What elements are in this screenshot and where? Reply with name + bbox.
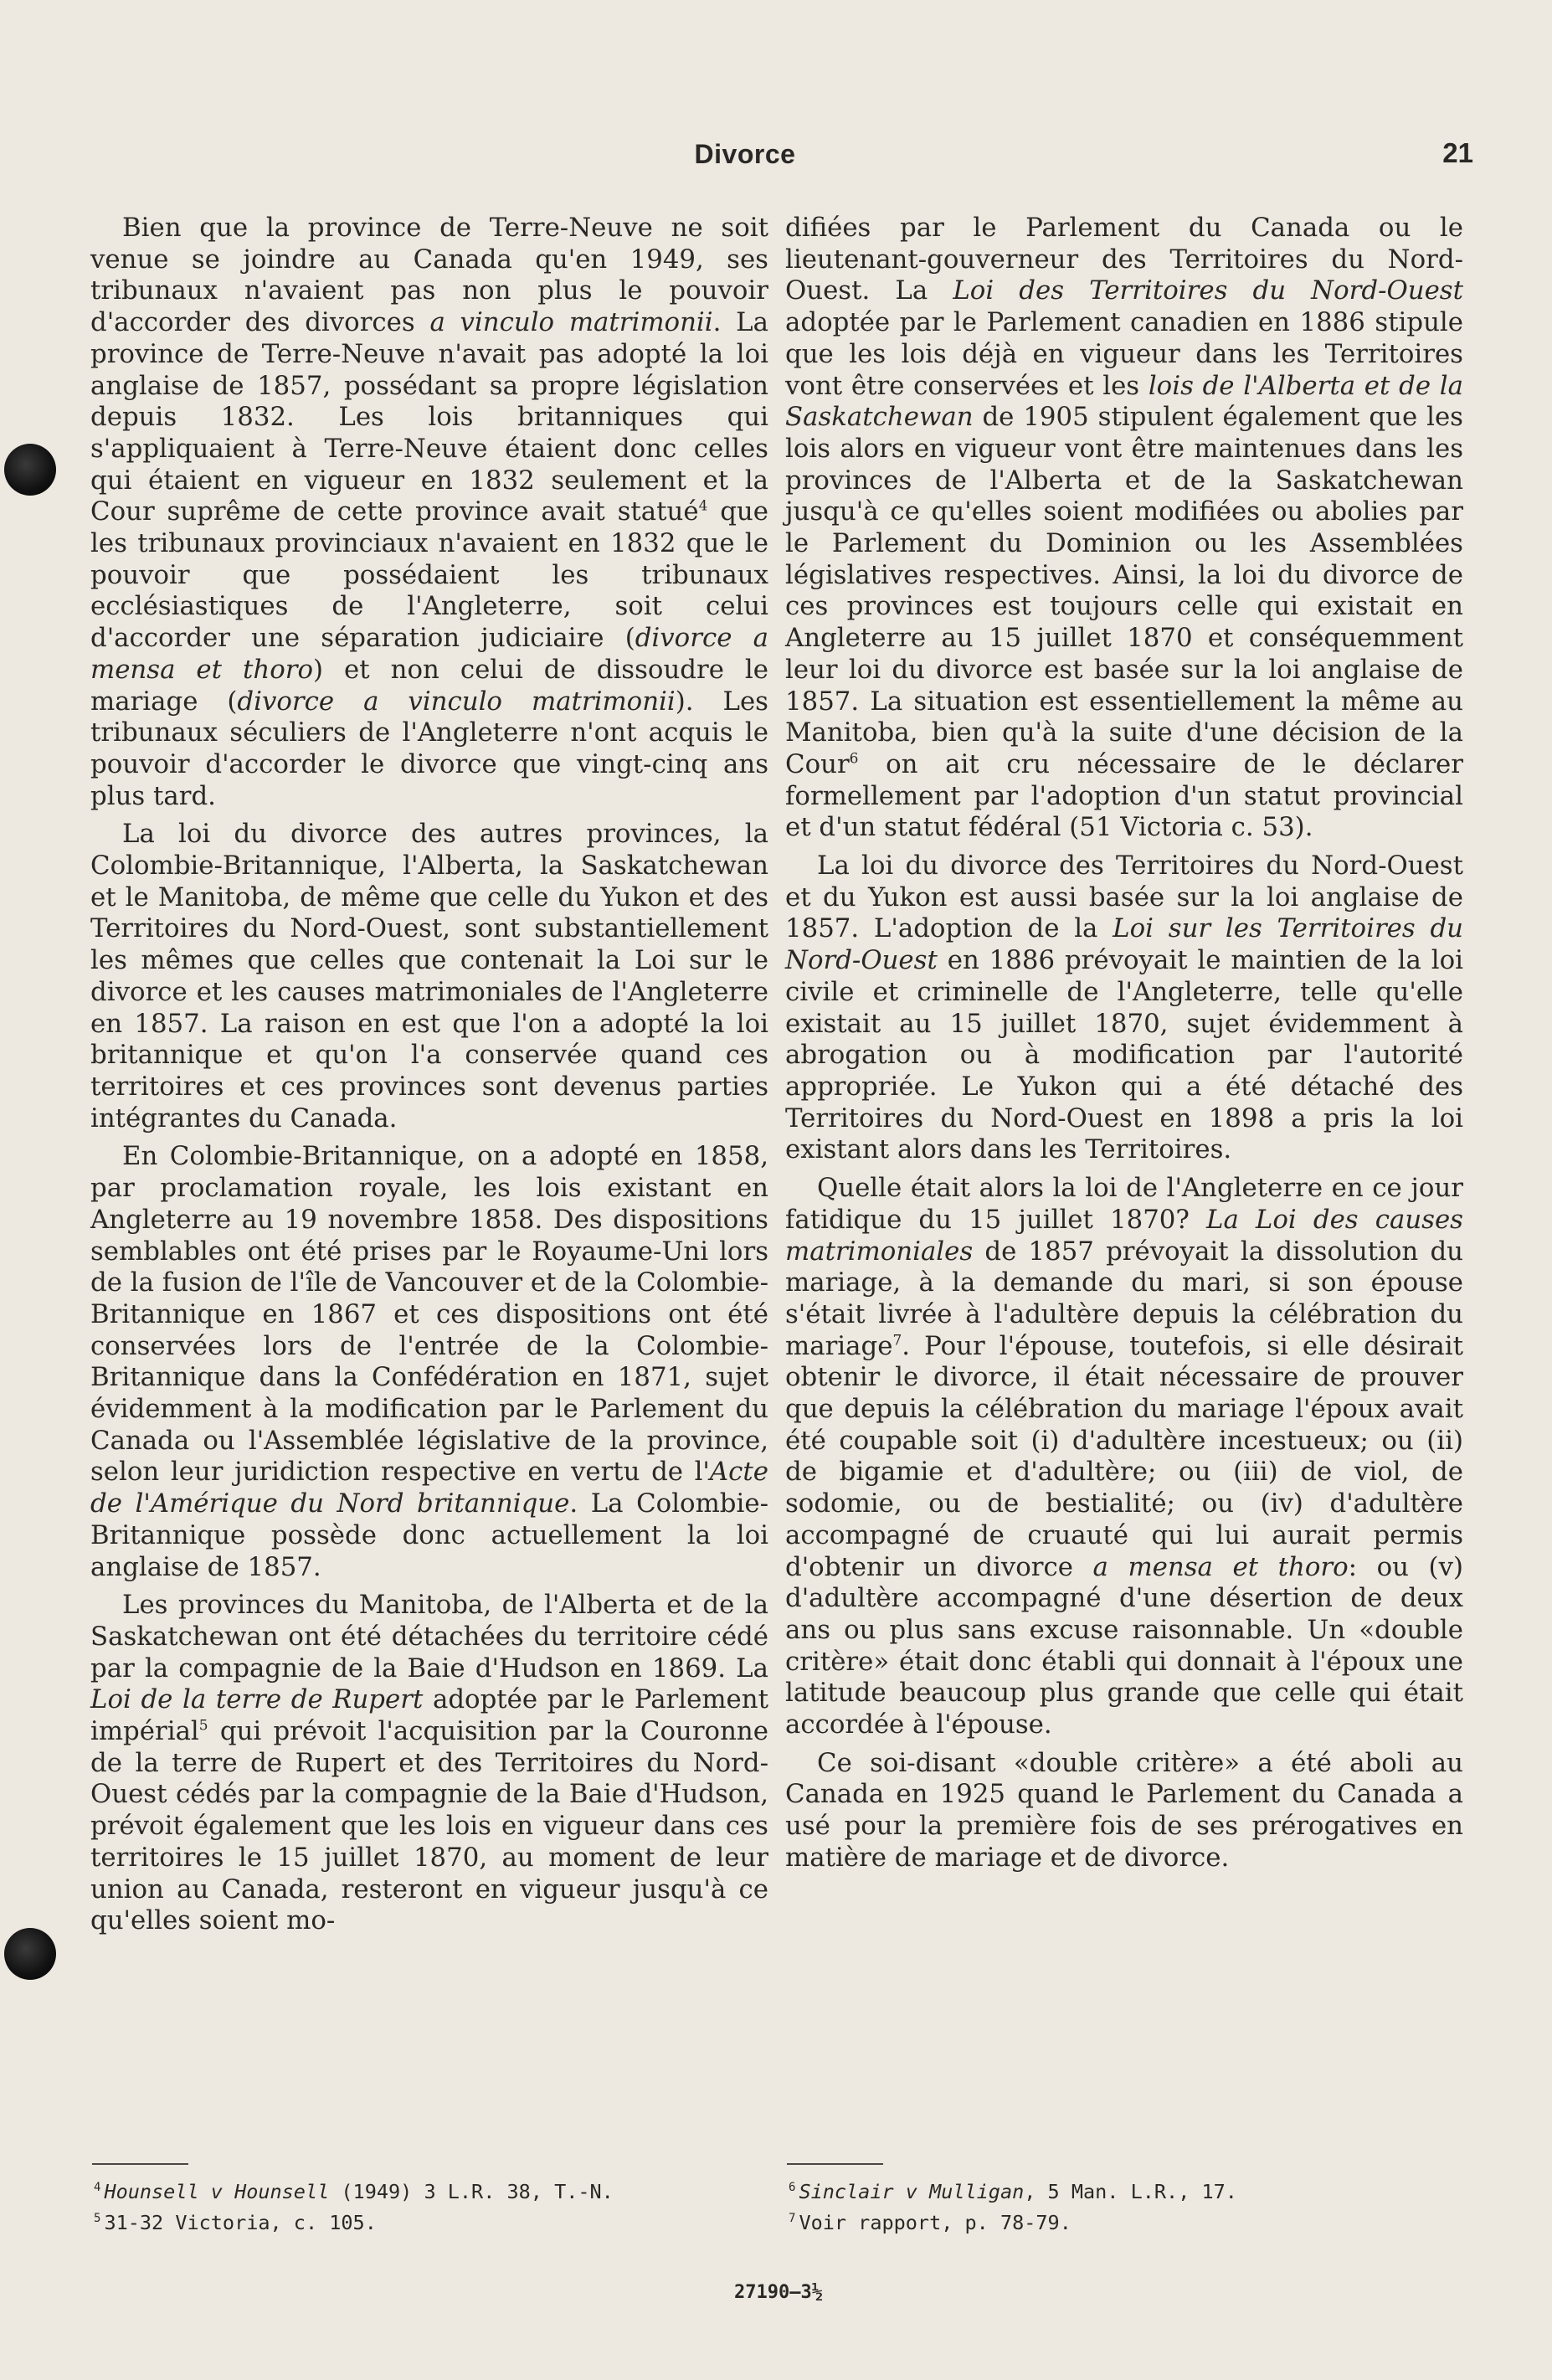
left-paragraph-british-columbia: En Colombie-Britannique, on a adopté en 1858, par proclamation royale, les lois existant en Angleterre au 19 novembre 1858. Des dispositions semblables ont été prises par le Royaume-Uni lors de la fusion de l'île de Vancouver et de la Colombie-Britannique en 1867 et ces dispositions ont été conservées lors de l'entrée de la Colombie-Britannique dans la Confédération en 1871, sujet évidemment à la modification par le Parlement du Canada ou l'Assemblée législative de la province, selon leur juridiction respective en vertu de l'Acte de l'Amérique du Nord britannique. La Colombie-Britannique possède donc actuellement la loi anglaise de 1857. [90,1141,769,1582]
footnote-4: $^4$ Hounsell v Hounsell (1949) 3 L.R. 38, T.-N. [94,2180,614,2203]
right-column [785,213,1463,1881]
punch-hole-bottom [4,1928,56,1980]
right-paragraph-english-law: Quelle était alors la loi de l'Angleterre en ce jour fatidique du 15 juillet 1870? La Loi des causes matrimoniales de 1857 prévoyait la dissolution du mariage, à la demande du mari, si son épouse s'était livrée à l'adultère depuis la célébration du mariage$^7$. Pour l'épouse, toutefois, si elle désirait obtenir le divorce, il était nécessaire de prouver que depuis la célébration du mariage l'époux avait été coupable soit (i) d'adultère incestueux; ou (ii) de bigamie et d'adultère; ou (iii) de viol, de sodomie, ou de bestialité; ou (iv) d'adultère accompagné de cruauté qui lui aurait permis d'obtenir un divorce a mensa et thoro: ou (v) d'adultère accompagné d'une désertion de deux ans ou plus sans excuse raisonnable. Un «double critère» était donc établi qui donnait à l'époux une latitude beaucoup plus grande que celle qui était accordée à l'épouse. [785,1173,1463,1740]
left-paragraph-prairie-provinces: Les provinces du Manitoba, de l'Alberta et de la Saskatchewan ont été détachées du territoire cédé par la compagnie de la Baie d'Hudson en 1869. La Loi de la terre de Rupert adoptée par le Parlement impérial$^5$ qui prévoit l'acquisition par la Couronne de la terre de Rupert et des Territoires du Nord-Ouest cédés par la compagnie de la Baie d'Hudson, prévoit également que les lois en vigueur dans ces territoires le 15 juillet 1870, au moment de leur union au Canada, resteront en vigueur jusqu'à ce qu'elles soient mo- [90,1590,768,1936]
footnote-5: $^5$ 31-32 Victoria, c. 105. [94,2211,377,2234]
footnote-rule-right [787,2163,883,2165]
footnote-ref-6: 6 [849,750,859,768]
left-paragraph-other-provinces: La loi du divorce des autres provinces, la Colombie-Britannique, l'Alberta, la Saskatchewan et le Manitoba, de même que celle du Yukon et des Territoires du Nord-Ouest, sont substantiellement les mêmes que celles que contenait la Loi sur le divorce et les causes matrimoniales de l'Angleterre en 1857. La raison en est que l'on a adopté la loi britannique et qu'on l'a conservée quand ces territoires et ces provinces sont devenus parties intégrantes du Canada. [90,819,768,1133]
right-paragraph-double-standard: Ce soi-disant «double critère» a été aboli au Canada en 1925 quand le Parlement du Canada a usé pour la première fois de ses prérogatives en matière de mariage et de divorce. [785,1747,1463,1873]
footnote-rule-left [92,2163,188,2165]
footnotes-left [90,2177,768,2239]
running-header-title: Divorce [694,139,796,169]
page-number: 21 [1442,137,1473,168]
footnotes-right [785,2177,1463,2239]
footnote-ref-7: 7 [892,1332,902,1349]
printer-signature-mark: 27190—3½ [734,2282,823,2303]
punch-hole-top [4,444,56,496]
footnote-ref-4: 4 [698,498,708,516]
left-column [90,213,768,1944]
footnote-ref-5: 5 [198,1717,208,1735]
footnote-6: $^6$ Sinclair v Mulligan, 5 Man. L.R., 17. [789,2180,1237,2203]
footnote-7: $^7$ Voir rapport, p. 78-79. [789,2211,1071,2234]
right-paragraph-continuation: difiées par le Parlement du Canada ou le lieutenant-gouverneur des Territoires du Nord-Ouest. La Loi des Territoires du Nord-Ouest adoptée par le Parlement canadien en 1886 stipule que les lois déjà en vigueur dans les Territoires vont être conservées et les lois de l'Alberta et de la Saskatchewan de 1905 stipulent également que les lois alors en vigueur vont être maintenues dans les provinces de l'Alberta et de la Saskatchewan jusqu'à ce qu'elles soient modifiées ou abolies par le Parlement du Dominion ou les Assemblées législatives respectives. Ainsi, la loi du divorce de ces provinces est toujours celle qui existait en Angleterre au 15 juillet 1870 et conséquemment leur loi du divorce est basée sur la loi anglaise de 1857. La situation est essentiellement la même au Manitoba, bien qu'à la suite d'une décision de la Cour$^6$ on ait cru nécessaire de le déclarer formellement par l'adoption d'un statut provincial et d'un statut fédéral (51 Victoria c. 53). [785,213,1463,843]
left-paragraph-newfoundland: Bien que la province de Terre-Neuve ne soit venue se joindre au Canada qu'en 1949, ses tribunaux n'avaient pas non plus le pouvoir d'accorder des divorces a vinculo matrimonii. La province de Terre-Neuve n'avait pas adopté la loi anglaise de 1857, possédant sa propre législation depuis 1832. Les lois britanniques qui s'appliquaient à Terre-Neuve étaient donc celles qui étaient en vigueur en 1832 seulement et la Cour suprême de cette province avait statué$^4$ que les tribunaux provinciaux n'avaient en 1832 que le pouvoir que possédaient les tribunaux ecclésiastiques de l'Angleterre, soit celui d'accorder une séparation judiciaire (divorce a mensa et thoro) et non celui de dissoudre le mariage (divorce a vinculo matrimonii). Les tribunaux séculiers de l'Angleterre n'ont acquis le pouvoir d'accorder le divorce que vingt-cinq ans plus tard. [90,213,769,811]
right-paragraph-territories: La loi du divorce des Territoires du Nord-Ouest et du Yukon est aussi basée sur la loi anglaise de 1857. L'adoption de la Loi sur les Territoires du Nord-Ouest en 1886 prévoyait le maintien de la loi civile et criminelle de l'Angleterre, telle qu'elle existait au 15 juillet 1870, sujet évidemment à abrogation ou à modification par l'autorité appropriée. Le Yukon qui a été détaché des Territoires du Nord-Ouest en 1898 a pris la loi existant alors dans les Territoires. [785,851,1463,1165]
